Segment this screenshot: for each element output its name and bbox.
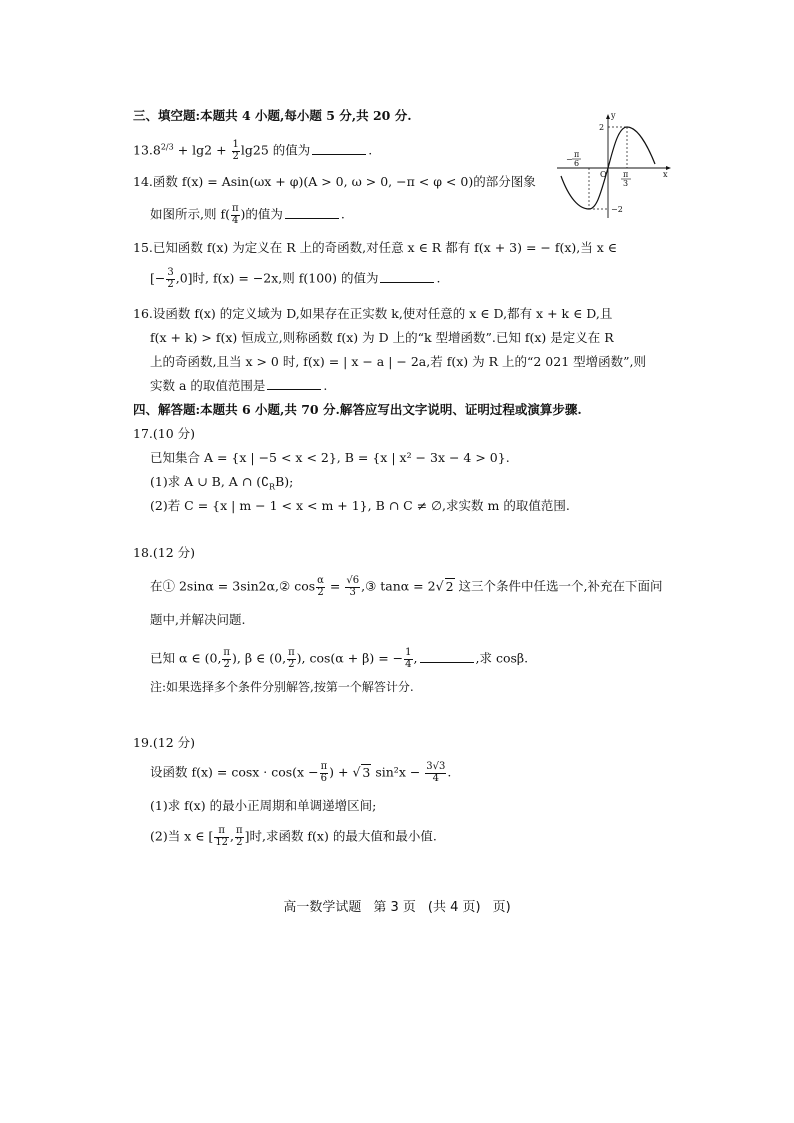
x-right-num: π: [623, 170, 629, 179]
question-19-line-2: (1)求 f(x) 的最小正周期和单调递增区间;: [150, 798, 377, 813]
x-left-num: π: [574, 150, 580, 159]
question-15-line-1: 15.已知函数 f(x) 为定义在 R 上的奇函数,对任意 x ∈ R 都有 f(x + 3) = − f(x),当 x ∈: [133, 240, 617, 255]
question-18-line-1: 在① 2sinα = 3sin2α,② cos $\frac{\alpha}{2}$ = $\frac{√6}{3}$ ,③ tanα = 2√ 2 这三个条件中任选一个,补充在下面问: [150, 575, 663, 598]
footer-total: (共 4 页): [427, 900, 481, 915]
q18-l3-d: ,: [413, 650, 418, 666]
q18-l1-c: ,③ tanα = 2: [361, 578, 436, 594]
q19-sqrt3: 3: [362, 764, 371, 780]
q19-frac-pi2: $\frac{\pi}{2}$: [236, 825, 243, 848]
q18-frac-pi2-b: $\frac{\pi}{2}$: [288, 647, 295, 670]
q18-l3-e: ,求 cosβ.: [475, 650, 529, 666]
q18-sqrt2: 2: [445, 578, 454, 594]
x-left-sign: −: [566, 155, 573, 164]
footer-page: 第 3 页: [373, 900, 416, 915]
q19-frac-pi12: $\frac{\pi}{12}$: [215, 825, 229, 848]
y-min-label: −2: [611, 205, 623, 214]
q18-l1-d: 这三个条件中任选一个,补充在下面问: [454, 578, 663, 594]
q14-post: )的值为: [240, 206, 283, 222]
sine-graph-figure: [555, 110, 675, 220]
origin-label: O: [600, 170, 607, 179]
question-17-head: 17.(10 分): [133, 426, 196, 441]
y-max-label: 2: [599, 123, 605, 132]
q19-l3-c: ]时,求函数 f(x) 的最大值和最小值.: [244, 828, 437, 844]
q19-l1-b: ) +: [329, 764, 353, 780]
y-axis-arrow: [606, 114, 610, 119]
q17-part1-b: B);: [275, 474, 294, 489]
q13-answer-blank[interactable]: [312, 143, 366, 155]
q13-base: 8: [152, 142, 161, 158]
q15-post: ,0]时, f(x) = −2x,则 f(100) 的值为: [175, 270, 379, 286]
question-14-line-1: 14.函数 f(x) = Asin(ωx + φ)(A > 0, ω > 0, −π < φ < 0)的部分图象: [133, 174, 536, 189]
question-13: [133, 140, 372, 162]
footer-title: 高一数学试题: [283, 900, 362, 915]
q15-answer-blank[interactable]: [380, 271, 434, 283]
q18-frac-sqrt6: $\frac{√6}{3}$: [346, 575, 360, 598]
q15-end: .: [436, 270, 441, 286]
q19-frac-pi6: $\frac{\pi}{6}$: [320, 761, 328, 784]
question-17-line-1: 已知集合 A = {x | −5 < x < 2}, B = {x | x² − 3x − 4 > 0}.: [150, 450, 510, 465]
q15-pre: [−: [150, 270, 166, 286]
question-19-head: 19.(12 分): [133, 735, 196, 750]
q18-frac-pi2-a: $\frac{\pi}{2}$: [223, 647, 230, 670]
question-16-line-2: f(x + k) > f(x) 恒成立,则称函数 f(x) 为 D 上的“k 型增函数”.已知 f(x) 是定义在 R: [150, 330, 614, 345]
q18-l1-b: =: [325, 578, 345, 594]
q18-frac-quarter: $\frac{1}{4}$: [405, 647, 412, 670]
page-footer: [0, 900, 794, 916]
question-17-line-3: (2)若 C = {x | m − 1 < x < m + 1}, B ∩ C ≠ ∅,求实数 m 的取值范围.: [150, 498, 570, 513]
q14-answer-blank[interactable]: [285, 207, 339, 219]
question-16-line-4: [150, 378, 327, 393]
q18-condition-blank[interactable]: [420, 651, 474, 663]
question-19-line-1: 设函数 f(x) = cosx · cos(x − $\frac{\pi}{6}$ ) + √ 3 sin²x − $\frac{3√3}{4}$ .: [150, 761, 452, 784]
q19-l1-d: .: [447, 764, 452, 780]
q17-part1-a: (1)求 A ∪ B, A ∩ (∁: [150, 474, 270, 489]
x-left-den: 6: [574, 159, 580, 168]
x-right-den: 3: [623, 179, 629, 188]
q14-fraction: $\frac{\pi}{4}$: [231, 203, 239, 226]
q15-fraction: $\frac{3}{2}$: [167, 267, 174, 290]
q13-mid: + lg2 +: [173, 142, 231, 158]
y-axis-label: y: [611, 111, 616, 120]
q18-l1-a: 在① 2sinα = 3sin2α,② cos: [150, 578, 316, 594]
q18-l3-b: ), β ∈ (0,: [232, 650, 287, 666]
q16-answer-blank[interactable]: [267, 378, 321, 390]
q14-end: .: [340, 206, 345, 222]
footer-suffix: 页): [492, 900, 511, 915]
question-18-line-3: [150, 648, 528, 670]
question-19-line-3: [150, 826, 437, 848]
question-17-line-2: [150, 474, 293, 492]
q18-l3-a: 已知 α ∈ (0,: [150, 650, 222, 666]
question-18-note: 注:如果选择多个条件分别解答,按第一个解答计分.: [150, 680, 414, 694]
q13-tail: lg25 的值为: [240, 142, 311, 158]
q19-frac-3sqrt3-4: $\frac{3√3}{4}$: [426, 761, 446, 784]
q19-l1-c: sin²x −: [371, 764, 425, 780]
q19-l3-a: (2)当 x ∈ [: [150, 828, 214, 844]
question-16-line-1: 16.设函数 f(x) 的定义域为 D,如果存在正实数 k,使对任意的 x ∈ D,都有 x + k ∈ D,且: [133, 306, 613, 321]
q13-fraction: $\frac{1}{2}$: [232, 139, 239, 162]
q17-part1-sub: R: [269, 482, 276, 492]
q18-l3-c: ), cos(α + β) = −: [296, 650, 404, 666]
q18-frac-alpha: $\frac{\alpha}{2}$: [317, 575, 324, 598]
question-15-line-2: [150, 268, 440, 290]
q13-number: 13.: [133, 142, 153, 158]
question-18-head: 18.(12 分): [133, 545, 196, 560]
question-14-line-2: [150, 204, 345, 226]
question-18-line-2: 题中,并解决问题.: [150, 612, 246, 627]
q13-end: .: [368, 142, 373, 158]
q16-end: .: [323, 378, 328, 393]
q14-pre: 如图所示,则 f(: [150, 206, 230, 222]
q19-l1-a: 设函数 f(x) = cosx · cos(x −: [150, 764, 319, 780]
question-16-line-3: 上的奇函数,且当 x > 0 时, f(x) = | x − a | − 2a,若 f(x) 为 R 上的“2 021 型增函数”,则: [150, 354, 646, 369]
q13-exponent: 2/3: [160, 142, 174, 152]
section-4-heading: 四、解答题:本题共 6 小题,共 70 分.解答应写出文字说明、证明过程或演算步骤.: [133, 402, 582, 417]
section-3-heading: 三、填空题:本题共 4 小题,每小题 5 分,共 20 分.: [133, 108, 412, 123]
q16-pre: 实数 a 的取值范围是: [150, 378, 266, 393]
x-axis-label: x: [663, 170, 668, 179]
q19-l3-b: ,: [230, 828, 235, 844]
